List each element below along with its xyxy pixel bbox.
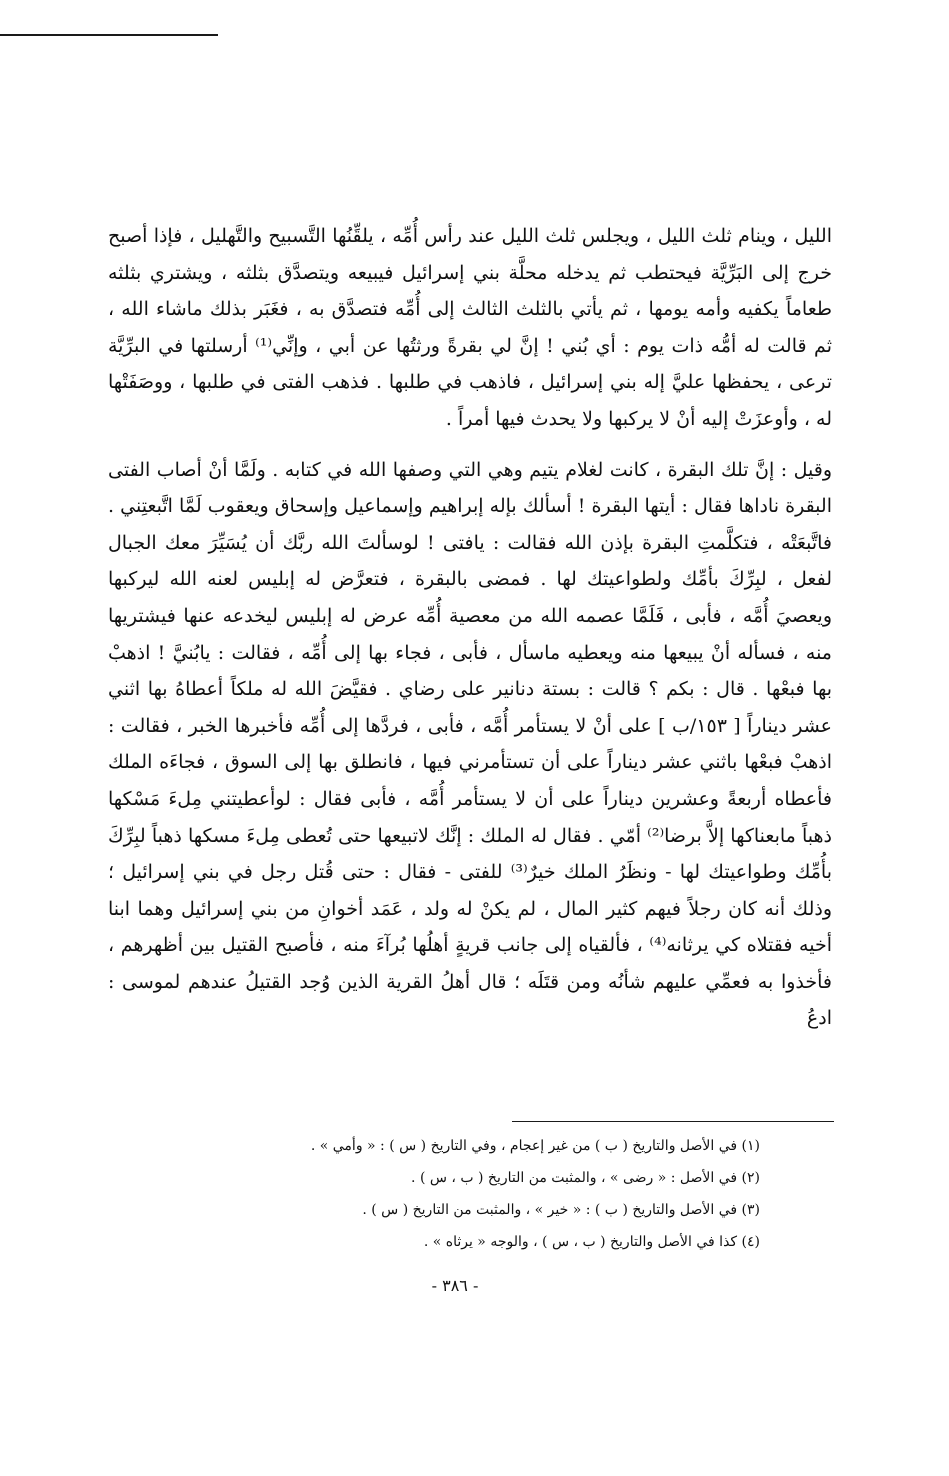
footnote-1: (١) في الأصل والتاريخ ( ب ) من غير إعجام ، وفي التاريخ ( س ) : « وأمي » . <box>310 1138 760 1154</box>
main-text <box>108 218 832 1037</box>
footnote-3: (٣) في الأصل والتاريخ ( ب ) : « خير » ، والمثبت من التاريخ ( س ) . <box>362 1202 760 1218</box>
paragraph-2: وقيل : إنَّ تلك البقرة ، كانت لغلام يتيم وهي التي وصفها الله في كتابه . ولَمَّا أنْ أصاب الفتى البقرة ناداها فقال : أيتها البقرة ! أسألك بإله إبراهيم وإسماعيل وإسحاق ويعقوب لَمَّا اتَّبعتِني . فاتَّبعَتْه ، فتكلَّمتِ البقرة بإذن الله فقالت : يافتى ! لوسألتَ الله ربَّك أن يُسَيِّرَ معك الجبال لفعل ، لبِرِّكَ بأمِّك ولطواعيتك لها . فمضى بالبقرة ، فتعرَّض له إبليس لعنه الله ليركبها ويعصيَ أُمَّه ، فأبى ، فَلَمَّا عصمه الله من معصية أُمِّه عرض له إبليس ليخدعه عنها فيشتريها منه ، فسأله أنْ يبيعها منه ويعطيه ماسأل ، فأبى ، فجاء بها إلى أُمِّه ، فقالت : يابُنيَّ ! اذهبْ بها فبعْها . قال : بكم ؟ قالت : بستة دنانير على رضاي . فقيَّضَ الله له ملكاً أعطاهُ بها اثني عشر ديناراً [ ١٥٣/ب ] على أنْ لا يستأمر أُمَّه ، فأبى ، فردَّها إلى أُمِّه فأخبرها الخبر ، فقالت : اذهبْ فبعْها باثني عشر ديناراً على أن تستأمرني فيها ، فانطلق بها إلى السوق ، فجاءَه الملك فأعطاه أربعةً وعشرين ديناراً على أن لا يستأمر أُمَّه ، فأبى فقال : لوأعطيتني مِلءَ مَسْكها ذهباً مابعناكها إلاَّ برضا⁽²⁾ أمّي . فقال له الملك : إنَّك لاتبيعها حتى تُعطى مِلءَ مسكها ذهباً لبِرِّكَ بأُمِّك وطواعيتك لها - ونظَرُ الملك خيرٌ⁽³⁾ للفتى - فقال : حتى قُتل رجل في بني إسرائيل ؛ وذلك أنه كان رجلاً فيهم كثير المال ، لم يكنْ له ولد ، عَمَد أخوانِ من بني إسرائيل وهما ابنا أخيه فقتلاه كي يرثانه⁽⁴⁾ ، فألقياه إلى جانب قريةٍ أهلُها بُرآءَ منه ، فأصبح القتيل بين أظهرهم ، فأخذوا به فعمِّي عليهم شأنُه ومن قتَلَه ؛ قال أهلُ القرية الذين وُجد القتيلُ عندهم لموسى : ادعُ <box>108 458 832 1030</box>
paragraph-1: الليل ، وينام ثلث الليل ، ويجلس ثلث الليل عند رأس أُمِّه ، يلقِّنُها التَّسبيح والتَّهليل ، فإذا أصبح خرج إلى البَرِّيَّة فيحتطب ثم يدخله محلَّة بني إسرائيل فيبيعه ويتصدَّق بثلثه ، ويشتري بثلثه طعاماً يكفيه وأمه يومها ، ثم يأتي بالثلث الثالث إلى أُمِّه فتصدَّق به ، فغَبَر بذلك ماشاء الله ، ثم قالت له أمُّه ذات يوم : أي بُني ! إنَّ لي بقرةً ورثتُها عن أبي ، وإنِّي⁽¹⁾ أرسلتها في البرِّيَّة ترعى ، يحفظها عليَّ إله بني إسرائيل ، فاذهب في طلبها . فذهب الفتى في طلبها ، ووصَفَتْها له ، وأوعزَتْ إليه أنْ لا يركبها ولا يحدث فيها أمراً . <box>108 225 832 430</box>
footnote-2: (٢) في الأصل : « رضى » ، والمثبت من التاريخ ( ب ، س ) . <box>411 1170 760 1186</box>
footnotes <box>180 1130 760 1258</box>
footnote-separator <box>512 1121 834 1122</box>
footnote-4: (٤) كذا في الأصل والتاريخ ( ب ، س ) ، والوجه « يرثاه » . <box>423 1234 760 1250</box>
header-rule <box>0 34 218 36</box>
page-number: - ٣٨٦ - <box>431 1276 479 1295</box>
